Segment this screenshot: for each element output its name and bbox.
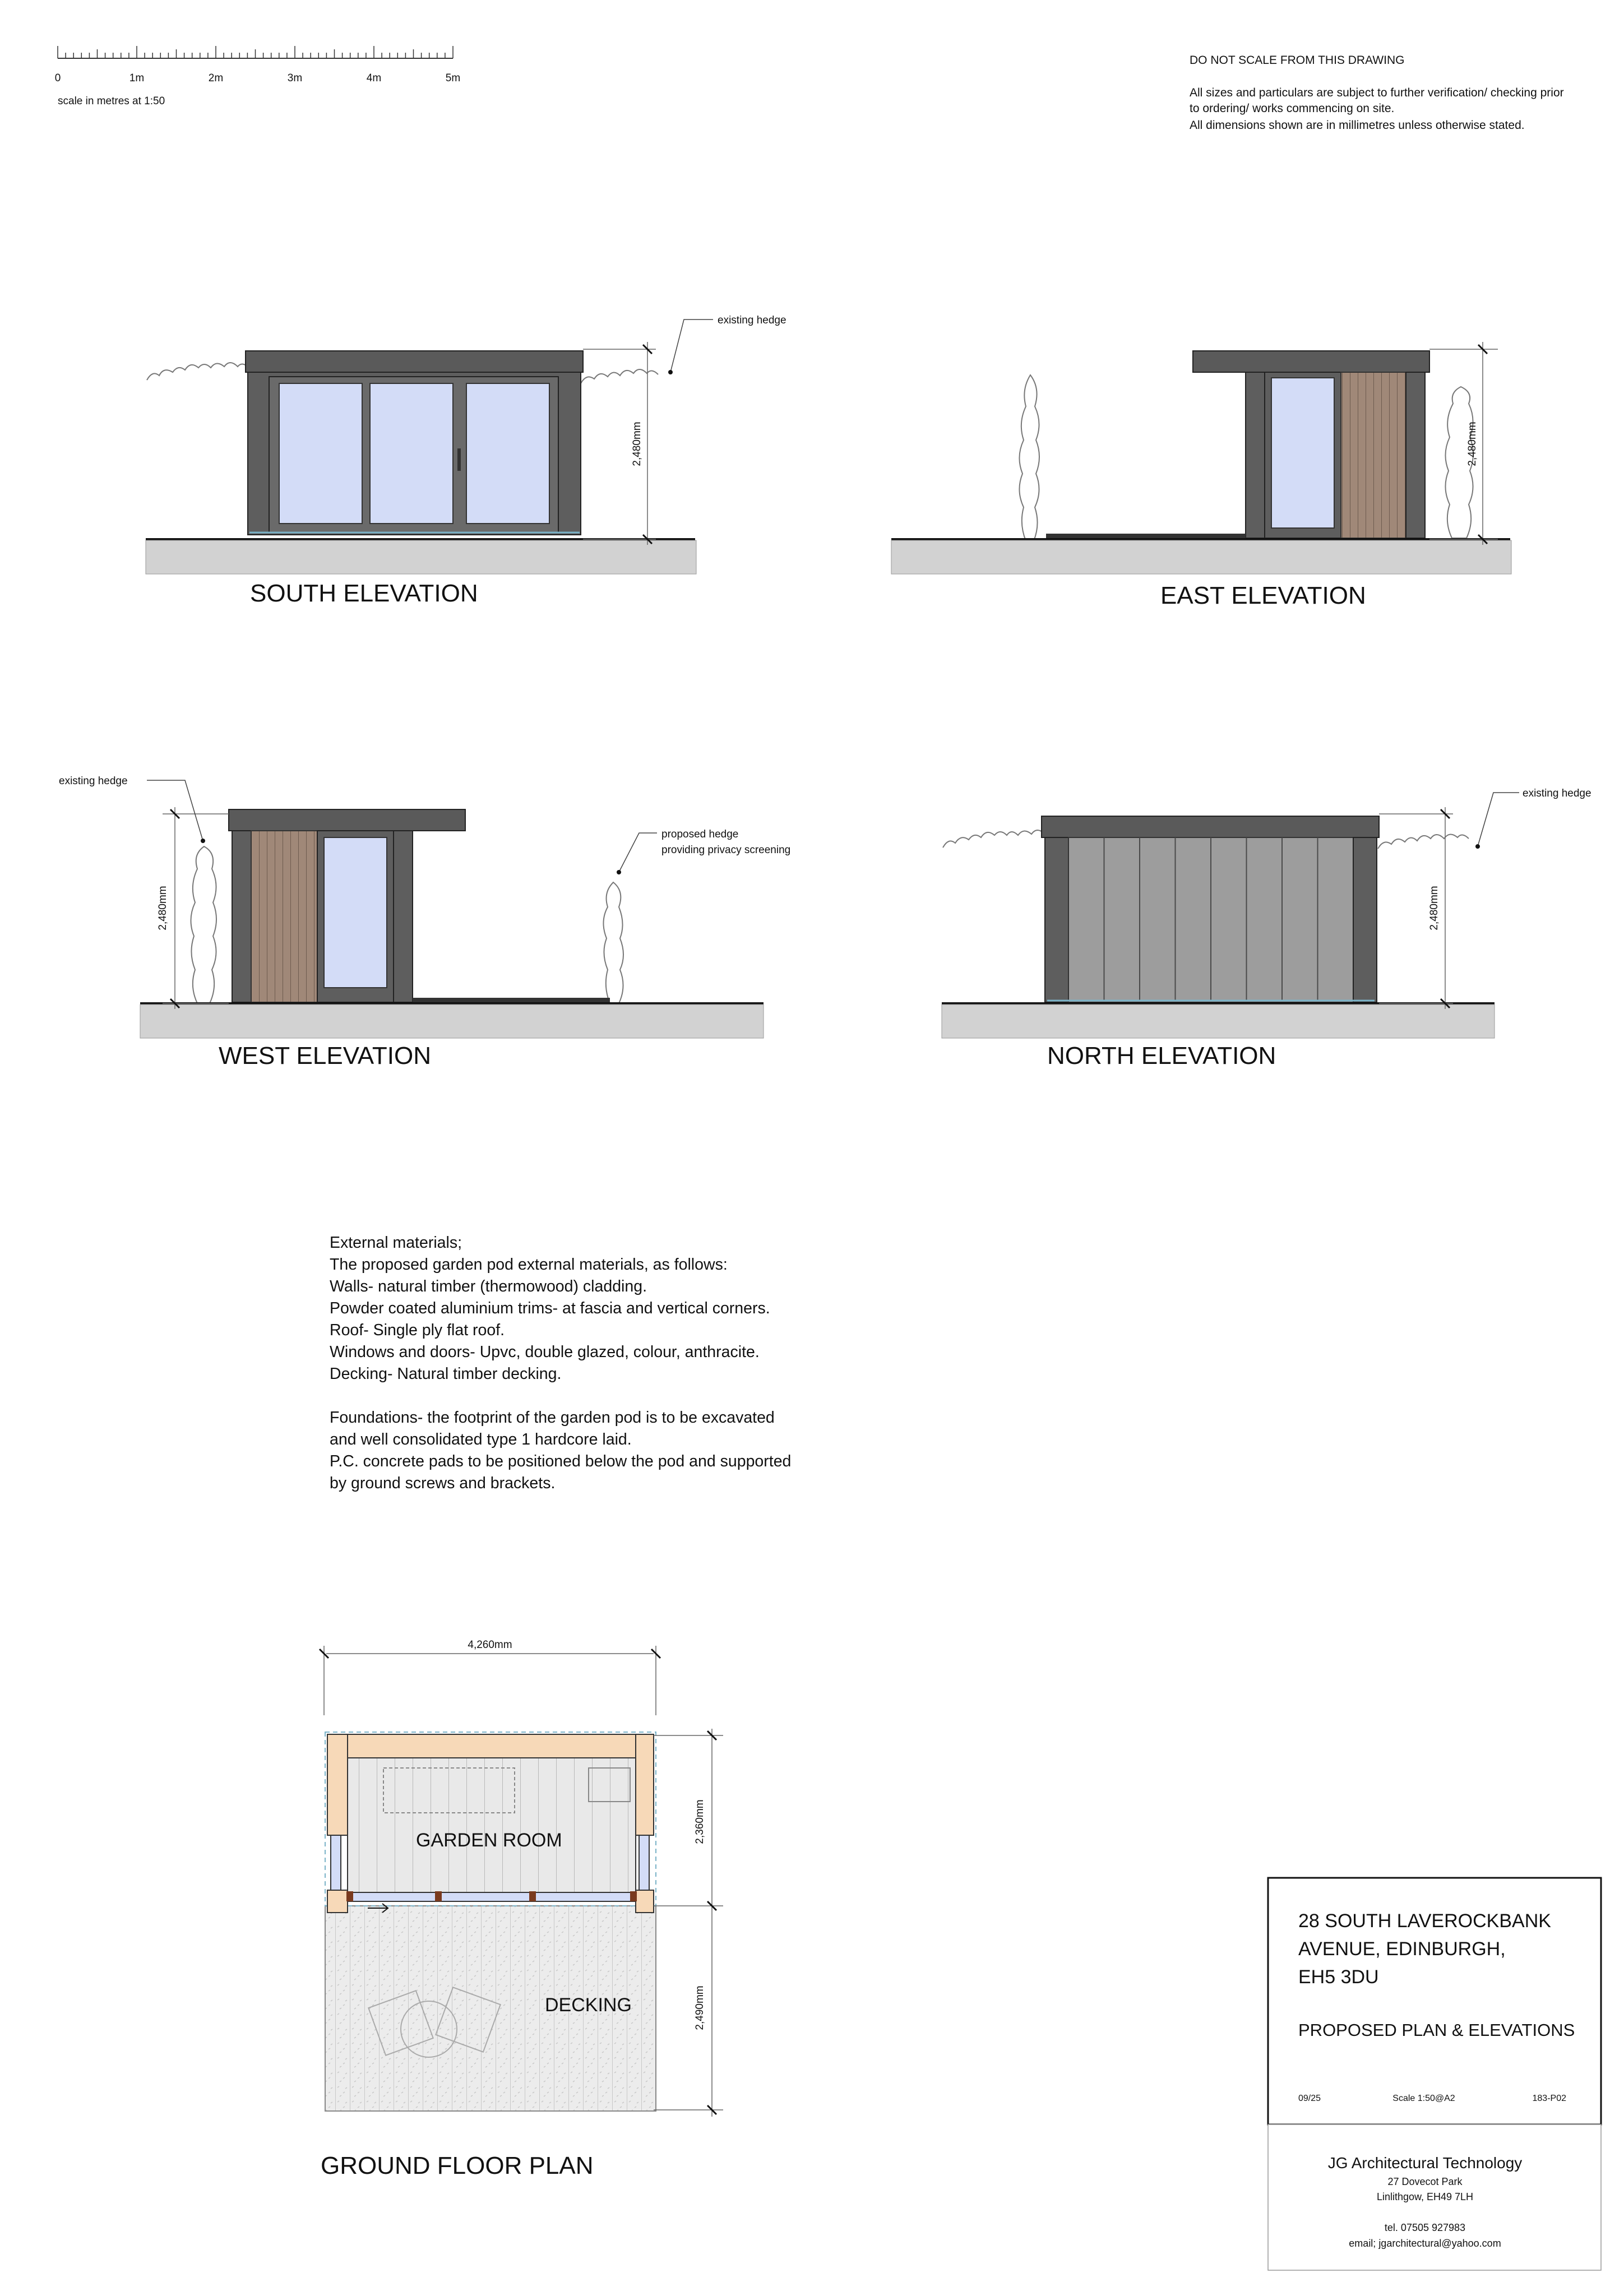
hedge-left — [943, 830, 1045, 848]
proposed-hedge-annotation-2: providing privacy screening — [661, 844, 791, 856]
room-depth-dim: 2,360mm — [694, 1799, 706, 1844]
site-address-line: EH5 3DU — [1298, 1966, 1379, 1988]
notes-line: All sizes and particulars are subject to further verification/ checking prior — [1190, 86, 1564, 99]
north-hedge-annotation: existing hedge — [1523, 788, 1591, 799]
notes-heading: DO NOT SCALE FROM THIS DRAWING — [1190, 54, 1405, 67]
materials-line: Roof- Single ply flat roof. — [330, 1321, 505, 1339]
glazed-door-panel — [370, 383, 453, 524]
proposed-shrub — [603, 882, 623, 1003]
scale-tick-4m: 4m — [366, 72, 382, 84]
plan-title: GROUND FLOOR PLAN — [321, 2152, 594, 2179]
scale-tick-5m: 5m — [445, 72, 461, 84]
materials-line: by ground screws and brackets. — [330, 1474, 556, 1492]
title-block — [1268, 1878, 1601, 2270]
materials-line: The proposed garden pod external materials, as follows: — [330, 1256, 728, 1274]
east-height-dim: 2,480mm — [1466, 422, 1478, 466]
materials-line: Walls- natural timber (thermowood) cladding. — [330, 1277, 647, 1295]
existing-shrub — [1019, 375, 1039, 541]
materials-line: P.C. concrete pads to be positioned below the pod and supported — [330, 1452, 792, 1470]
materials-line: Powder coated aluminium trims- at fascia and vertical corners. — [330, 1299, 770, 1317]
materials-line: External materials; — [330, 1234, 462, 1252]
materials-line: and well consolidated type 1 hardcore laid. — [330, 1431, 632, 1448]
timber-cladding — [251, 831, 317, 1002]
scale-caption: scale in metres at 1:50 — [58, 95, 165, 107]
east-elevation — [891, 342, 1511, 609]
proposed-hedge-annotation: proposed hedge — [661, 828, 739, 840]
glazed-door-panel — [279, 383, 362, 524]
drawing-title: PROPOSED PLAN & ELEVATIONS — [1298, 2020, 1575, 2040]
drawing-scale: Scale 1:50@A2 — [1392, 2094, 1455, 2103]
company-name: JG Architectural Technology — [1327, 2154, 1523, 2172]
site-address-line: 28 SOUTH LAVEROCKBANK — [1298, 1910, 1551, 1932]
general-notes — [1190, 54, 1564, 132]
scale-bar — [55, 46, 460, 107]
company-tel: tel. 07505 927983 — [1384, 2222, 1466, 2233]
south-elevation-title: SOUTH ELEVATION — [250, 580, 478, 607]
timber-cladding — [1341, 372, 1406, 538]
scale-tick-2m: 2m — [208, 72, 224, 84]
company-address: Linlithgow, EH49 7LH — [1376, 2191, 1474, 2202]
south-height-dim: 2,480mm — [631, 422, 643, 466]
site-address-line: AVENUE, EDINBURGH, — [1298, 1938, 1506, 1960]
hedge-left — [147, 363, 249, 380]
north-elevation — [942, 788, 1591, 1070]
north-height-dim: 2,480mm — [1428, 886, 1440, 931]
plan-width-dim: 4,260mm — [468, 1639, 512, 1651]
drawing-number: 183-P02 — [1532, 2094, 1566, 2103]
west-hedge-annotation: existing hedge — [59, 775, 128, 787]
materials-line: Decking- Natural timber decking. — [330, 1365, 562, 1383]
hedge-right — [1378, 834, 1469, 849]
scale-tick-0: 0 — [54, 72, 61, 84]
materials-line: Foundations- the footprint of the garden pod is to be excavated — [330, 1409, 775, 1427]
garden-room-label: GARDEN ROOM — [416, 1830, 562, 1851]
west-elevation-title: WEST ELEVATION — [219, 1042, 431, 1070]
company-address: 27 Dovecot Park — [1387, 2176, 1463, 2187]
notes-line: All dimensions shown are in millimetres unless otherwise stated. — [1190, 119, 1525, 132]
south-hedge-annotation: existing hedge — [718, 314, 786, 326]
hedge-right — [581, 369, 658, 383]
company-email: email; jgarchitectural@yahoo.com — [1349, 2238, 1501, 2249]
west-elevation — [59, 775, 790, 1070]
existing-shrub — [191, 846, 216, 1003]
materials-notes — [330, 1234, 791, 1492]
west-height-dim: 2,480mm — [157, 886, 169, 931]
deck-depth-dim: 2,490mm — [694, 1985, 706, 2030]
east-elevation-title: EAST ELEVATION — [1160, 582, 1366, 609]
notes-line: to ordering/ works commencing on site. — [1190, 102, 1395, 115]
north-elevation-title: NORTH ELEVATION — [1047, 1042, 1276, 1070]
ground-floor-plan — [320, 1639, 723, 2179]
decking-label: DECKING — [545, 1994, 632, 2016]
south-elevation — [146, 314, 786, 607]
glazed-door-panel — [466, 383, 549, 524]
materials-line: Windows and doors- Upvc, double glazed, colour, anthracite. — [330, 1343, 760, 1361]
scale-tick-1m: 1m — [129, 72, 145, 84]
drawing-date: 09/25 — [1298, 2094, 1321, 2103]
garden-room-floor — [348, 1758, 636, 1892]
scale-tick-3m: 3m — [287, 72, 303, 84]
